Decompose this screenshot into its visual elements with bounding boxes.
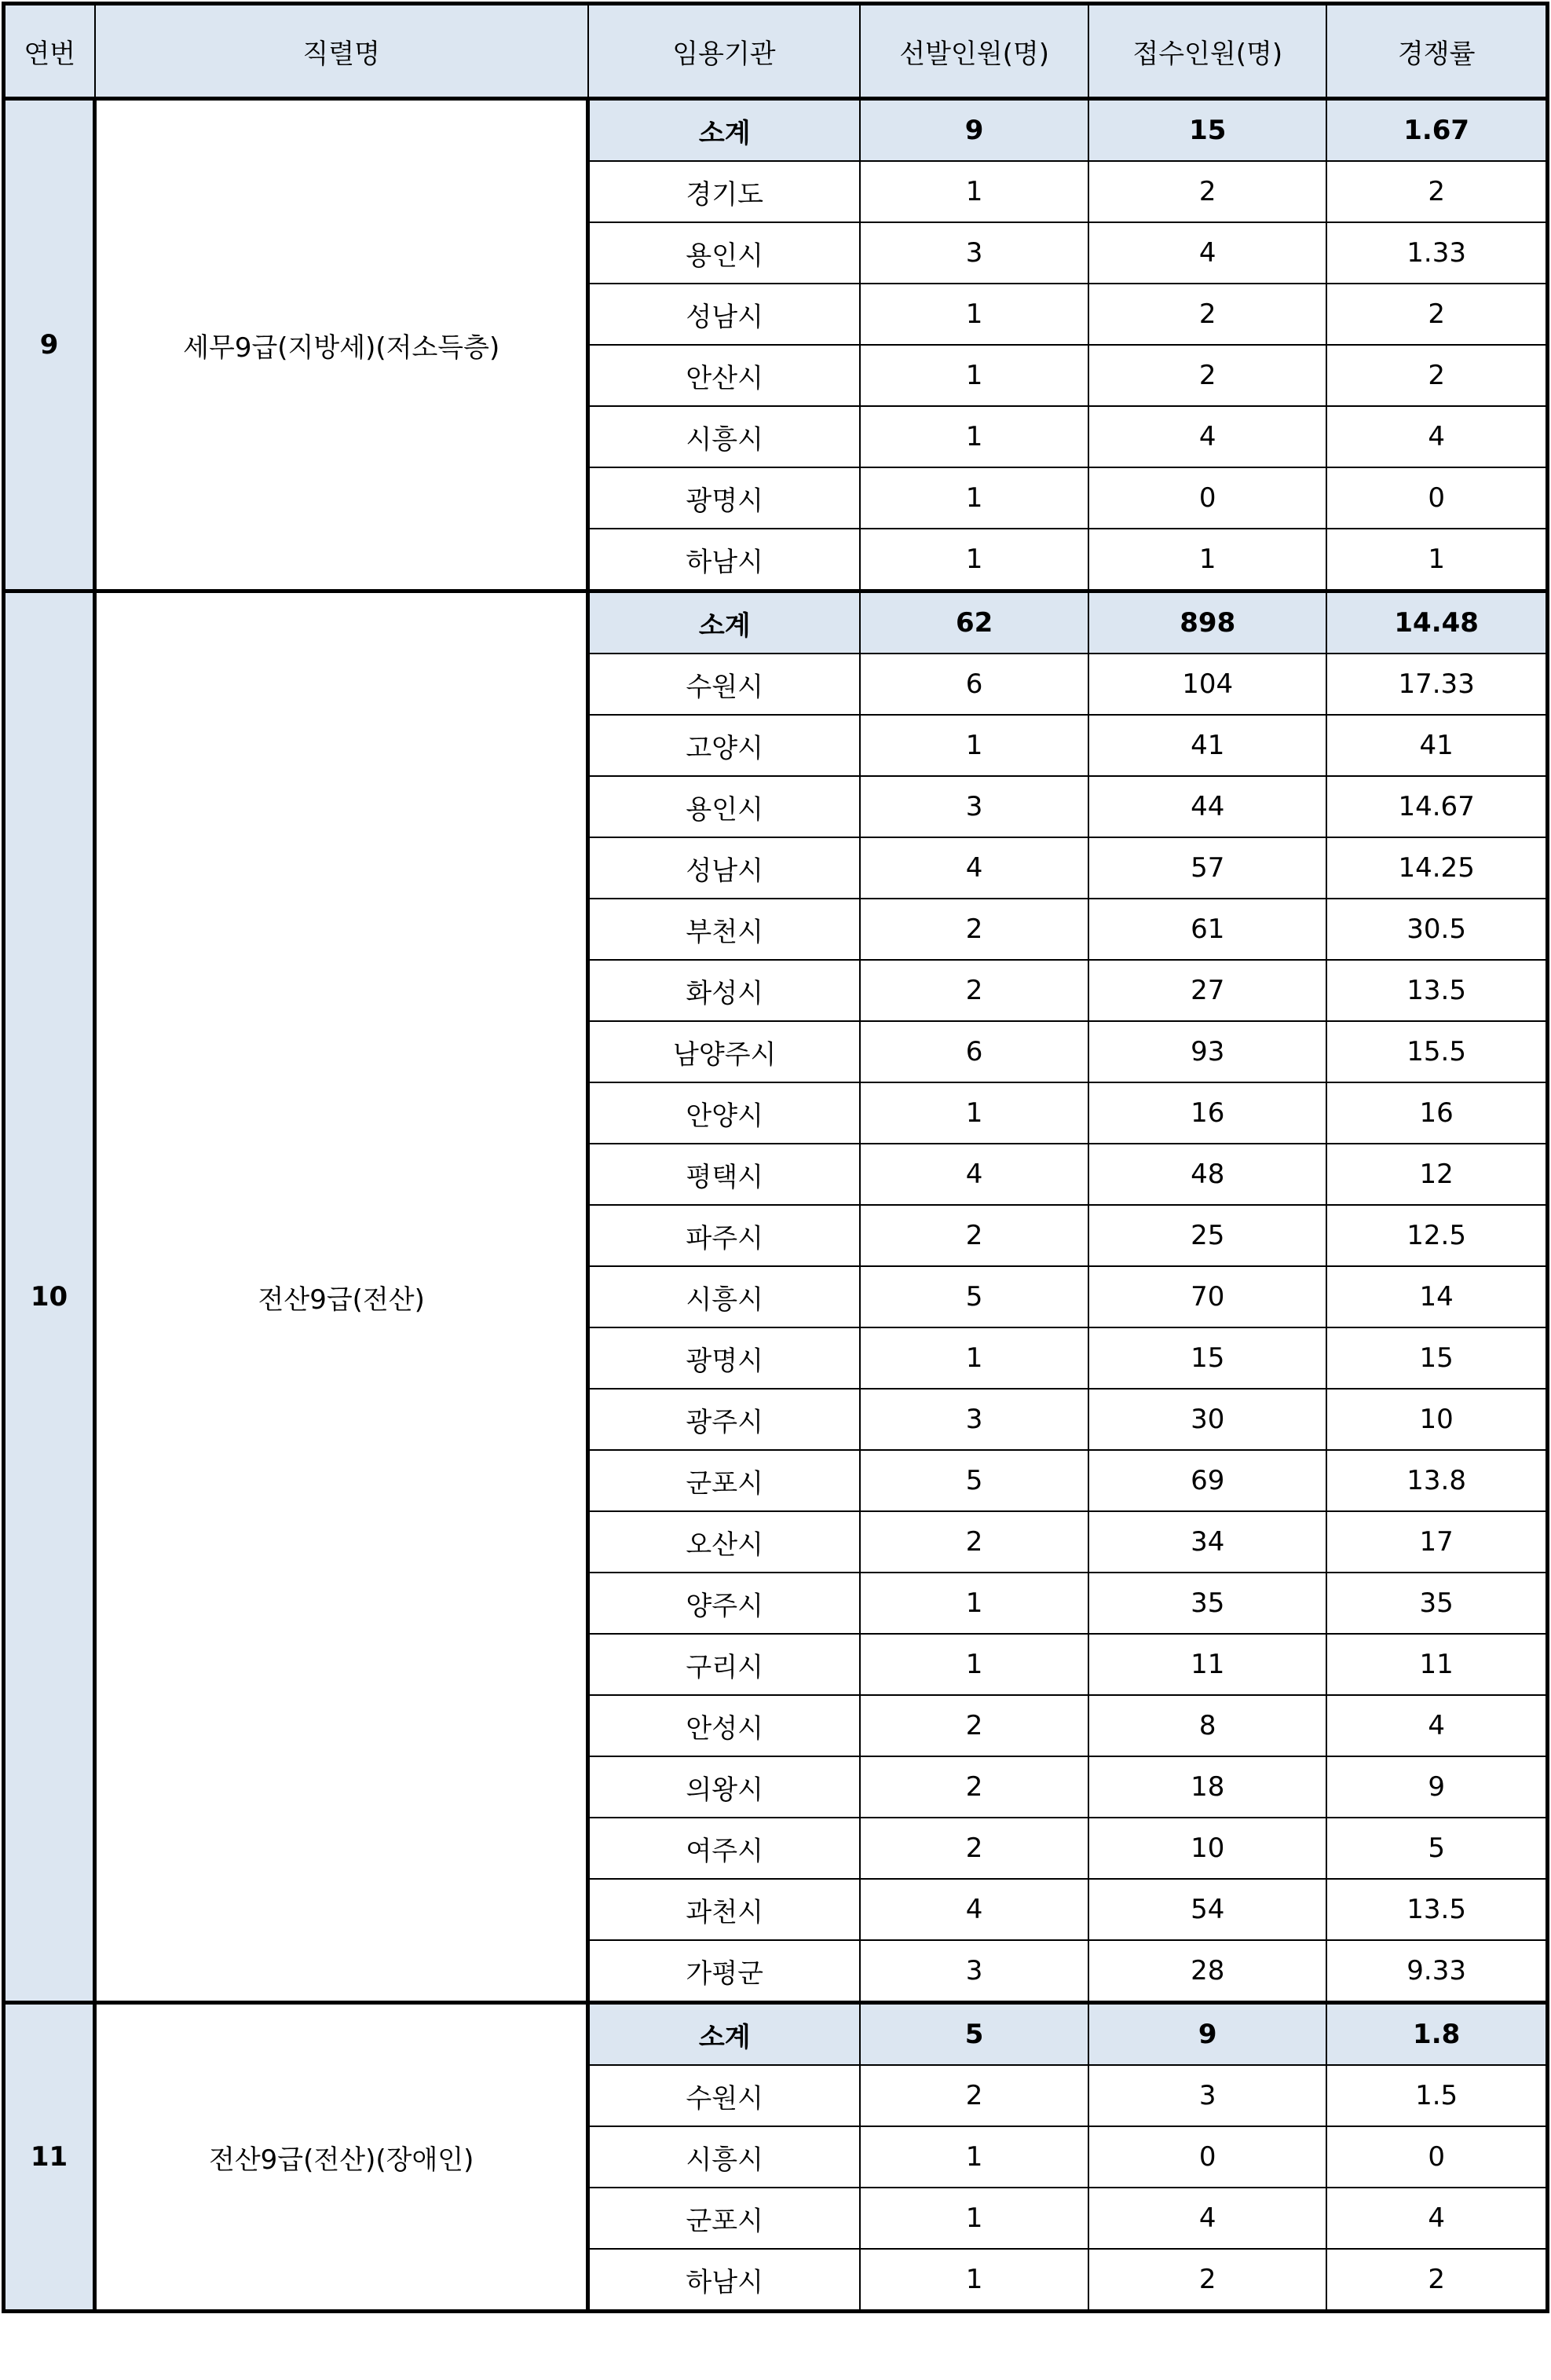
job-title: 전산9급(전산)(장애인) — [95, 2003, 588, 2312]
competition-ratio: 0 — [1326, 2126, 1547, 2188]
competition-ratio: 13.8 — [1326, 1450, 1547, 1511]
agency-cell: 소계 — [588, 99, 860, 162]
competition-ratio: 2 — [1326, 345, 1547, 406]
selected-count: 1 — [860, 345, 1088, 406]
selected-count: 1 — [860, 2188, 1088, 2249]
competition-ratio: 16 — [1326, 1082, 1547, 1144]
applicant-count: 9 — [1088, 2003, 1326, 2066]
competition-ratio: 4 — [1326, 406, 1547, 467]
selected-count: 4 — [860, 1879, 1088, 1940]
selected-count: 1 — [860, 284, 1088, 345]
group-11 — [4, 2003, 1548, 2312]
applicant-count: 25 — [1088, 1205, 1326, 1266]
selected-count: 4 — [860, 837, 1088, 899]
agency-cell: 의왕시 — [588, 1756, 860, 1818]
applicant-count: 0 — [1088, 467, 1326, 529]
competition-ratio: 14.67 — [1326, 776, 1547, 837]
seq-number: 9 — [4, 99, 95, 591]
applicant-count: 28 — [1088, 1940, 1326, 2003]
selected-count: 3 — [860, 1389, 1088, 1450]
competition-ratio: 4 — [1326, 2188, 1547, 2249]
applicant-count: 48 — [1088, 1144, 1326, 1205]
applicant-count: 70 — [1088, 1266, 1326, 1327]
recruitment-table — [2, 2, 1549, 2313]
applicant-count: 15 — [1088, 1327, 1326, 1389]
applicant-count: 54 — [1088, 1879, 1326, 1940]
competition-ratio: 14.48 — [1326, 591, 1547, 654]
selected-count: 6 — [860, 654, 1088, 715]
competition-ratio: 17 — [1326, 1511, 1547, 1573]
selected-count: 6 — [860, 1021, 1088, 1082]
agency-cell: 하남시 — [588, 2249, 860, 2312]
selected-count: 1 — [860, 2249, 1088, 2312]
header-agency: 임용기관 — [588, 4, 860, 99]
selected-count: 1 — [860, 529, 1088, 591]
selected-count: 1 — [860, 1327, 1088, 1389]
agency-cell: 수원시 — [588, 2065, 860, 2126]
selected-count: 1 — [860, 1082, 1088, 1144]
applicant-count: 2 — [1088, 2249, 1326, 2312]
selected-count: 2 — [860, 1511, 1088, 1573]
applicant-count: 41 — [1088, 715, 1326, 776]
competition-ratio: 12 — [1326, 1144, 1547, 1205]
applicant-count: 11 — [1088, 1634, 1326, 1695]
applicant-count: 16 — [1088, 1082, 1326, 1144]
header-seq: 연번 — [4, 4, 95, 99]
competition-ratio: 10 — [1326, 1389, 1547, 1450]
selected-count: 1 — [860, 715, 1088, 776]
applicant-count: 104 — [1088, 654, 1326, 715]
applicant-count: 8 — [1088, 1695, 1326, 1756]
applicant-count: 35 — [1088, 1573, 1326, 1634]
selected-count: 1 — [860, 1634, 1088, 1695]
applicant-count: 61 — [1088, 899, 1326, 960]
selected-count: 2 — [860, 1205, 1088, 1266]
selected-count: 2 — [860, 899, 1088, 960]
competition-ratio: 1.33 — [1326, 222, 1547, 284]
agency-cell: 시흥시 — [588, 1266, 860, 1327]
agency-cell: 소계 — [588, 591, 860, 654]
agency-cell: 부천시 — [588, 899, 860, 960]
agency-cell: 안양시 — [588, 1082, 860, 1144]
header-row — [4, 4, 1548, 99]
competition-ratio: 2 — [1326, 284, 1547, 345]
agency-cell: 성남시 — [588, 284, 860, 345]
agency-cell: 여주시 — [588, 1818, 860, 1879]
applicant-count: 18 — [1088, 1756, 1326, 1818]
selected-count: 4 — [860, 1144, 1088, 1205]
agency-cell: 화성시 — [588, 960, 860, 1021]
subtotal-row — [4, 591, 1548, 654]
agency-cell: 수원시 — [588, 654, 860, 715]
selected-count: 1 — [860, 1573, 1088, 1634]
agency-cell: 군포시 — [588, 2188, 860, 2249]
agency-cell: 시흥시 — [588, 406, 860, 467]
selected-count: 2 — [860, 1756, 1088, 1818]
selected-count: 2 — [860, 1818, 1088, 1879]
header-selected: 선발인원(명) — [860, 4, 1088, 99]
competition-ratio: 2 — [1326, 161, 1547, 222]
agency-cell: 경기도 — [588, 161, 860, 222]
applicant-count: 1 — [1088, 529, 1326, 591]
agency-cell: 고양시 — [588, 715, 860, 776]
applicant-count: 4 — [1088, 222, 1326, 284]
agency-cell: 광주시 — [588, 1389, 860, 1450]
competition-ratio: 41 — [1326, 715, 1547, 776]
selected-count: 1 — [860, 467, 1088, 529]
competition-ratio: 12.5 — [1326, 1205, 1547, 1266]
applicant-count: 93 — [1088, 1021, 1326, 1082]
agency-cell: 양주시 — [588, 1573, 860, 1634]
header-ratio: 경쟁률 — [1326, 4, 1547, 99]
applicant-count: 30 — [1088, 1389, 1326, 1450]
applicant-count: 2 — [1088, 161, 1326, 222]
applicant-count: 69 — [1088, 1450, 1326, 1511]
agency-cell: 군포시 — [588, 1450, 860, 1511]
competition-ratio: 15 — [1326, 1327, 1547, 1389]
selected-count: 9 — [860, 99, 1088, 162]
agency-cell: 안산시 — [588, 345, 860, 406]
competition-ratio: 1.8 — [1326, 2003, 1547, 2066]
agency-cell: 소계 — [588, 2003, 860, 2066]
applicant-count: 10 — [1088, 1818, 1326, 1879]
agency-cell: 구리시 — [588, 1634, 860, 1695]
agency-cell: 안성시 — [588, 1695, 860, 1756]
applicant-count: 898 — [1088, 591, 1326, 654]
agency-cell: 평택시 — [588, 1144, 860, 1205]
header-applicants: 접수인원(명) — [1088, 4, 1326, 99]
applicant-count: 4 — [1088, 2188, 1326, 2249]
applicant-count: 2 — [1088, 284, 1326, 345]
selected-count: 5 — [860, 2003, 1088, 2066]
selected-count: 62 — [860, 591, 1088, 654]
subtotal-row — [4, 99, 1548, 162]
agency-cell: 파주시 — [588, 1205, 860, 1266]
selected-count: 5 — [860, 1266, 1088, 1327]
agency-cell: 과천시 — [588, 1879, 860, 1940]
agency-cell: 성남시 — [588, 837, 860, 899]
competition-ratio: 2 — [1326, 2249, 1547, 2312]
applicant-count: 4 — [1088, 406, 1326, 467]
competition-ratio: 14.25 — [1326, 837, 1547, 899]
competition-ratio: 30.5 — [1326, 899, 1547, 960]
selected-count: 2 — [860, 2065, 1088, 2126]
applicant-count: 15 — [1088, 99, 1326, 162]
agency-cell: 용인시 — [588, 776, 860, 837]
applicant-count: 44 — [1088, 776, 1326, 837]
job-title: 전산9급(전산) — [95, 591, 588, 2003]
competition-ratio: 9 — [1326, 1756, 1547, 1818]
competition-ratio: 1 — [1326, 529, 1547, 591]
agency-cell: 가평군 — [588, 1940, 860, 2003]
competition-ratio: 15.5 — [1326, 1021, 1547, 1082]
selected-count: 3 — [860, 1940, 1088, 2003]
applicant-count: 27 — [1088, 960, 1326, 1021]
competition-ratio: 9.33 — [1326, 1940, 1547, 2003]
agency-cell: 시흥시 — [588, 2126, 860, 2188]
applicant-count: 34 — [1088, 1511, 1326, 1573]
agency-cell: 광명시 — [588, 467, 860, 529]
selected-count: 2 — [860, 1695, 1088, 1756]
subtotal-row — [4, 2003, 1548, 2066]
agency-cell: 광명시 — [588, 1327, 860, 1389]
selected-count: 3 — [860, 776, 1088, 837]
selected-count: 1 — [860, 406, 1088, 467]
competition-ratio: 5 — [1326, 1818, 1547, 1879]
agency-cell: 남양주시 — [588, 1021, 860, 1082]
selected-count: 1 — [860, 2126, 1088, 2188]
applicant-count: 2 — [1088, 345, 1326, 406]
selected-count: 5 — [860, 1450, 1088, 1511]
group-9 — [4, 99, 1548, 591]
applicant-count: 57 — [1088, 837, 1326, 899]
competition-ratio: 13.5 — [1326, 960, 1547, 1021]
competition-ratio: 1.67 — [1326, 99, 1547, 162]
agency-cell: 오산시 — [588, 1511, 860, 1573]
competition-ratio: 0 — [1326, 467, 1547, 529]
competition-ratio: 17.33 — [1326, 654, 1547, 715]
job-title: 세무9급(지방세)(저소득층) — [95, 99, 588, 591]
competition-ratio: 11 — [1326, 1634, 1547, 1695]
applicant-count: 3 — [1088, 2065, 1326, 2126]
competition-ratio: 14 — [1326, 1266, 1547, 1327]
selected-count: 1 — [860, 161, 1088, 222]
competition-ratio: 13.5 — [1326, 1879, 1547, 1940]
header-job-title: 직렬명 — [95, 4, 588, 99]
agency-cell: 하남시 — [588, 529, 860, 591]
agency-cell: 용인시 — [588, 222, 860, 284]
seq-number: 10 — [4, 591, 95, 2003]
competition-ratio: 4 — [1326, 1695, 1547, 1756]
seq-number: 11 — [4, 2003, 95, 2312]
selected-count: 3 — [860, 222, 1088, 284]
competition-ratio: 35 — [1326, 1573, 1547, 1634]
group-10 — [4, 591, 1548, 2003]
selected-count: 2 — [860, 960, 1088, 1021]
applicant-count: 0 — [1088, 2126, 1326, 2188]
competition-ratio: 1.5 — [1326, 2065, 1547, 2126]
